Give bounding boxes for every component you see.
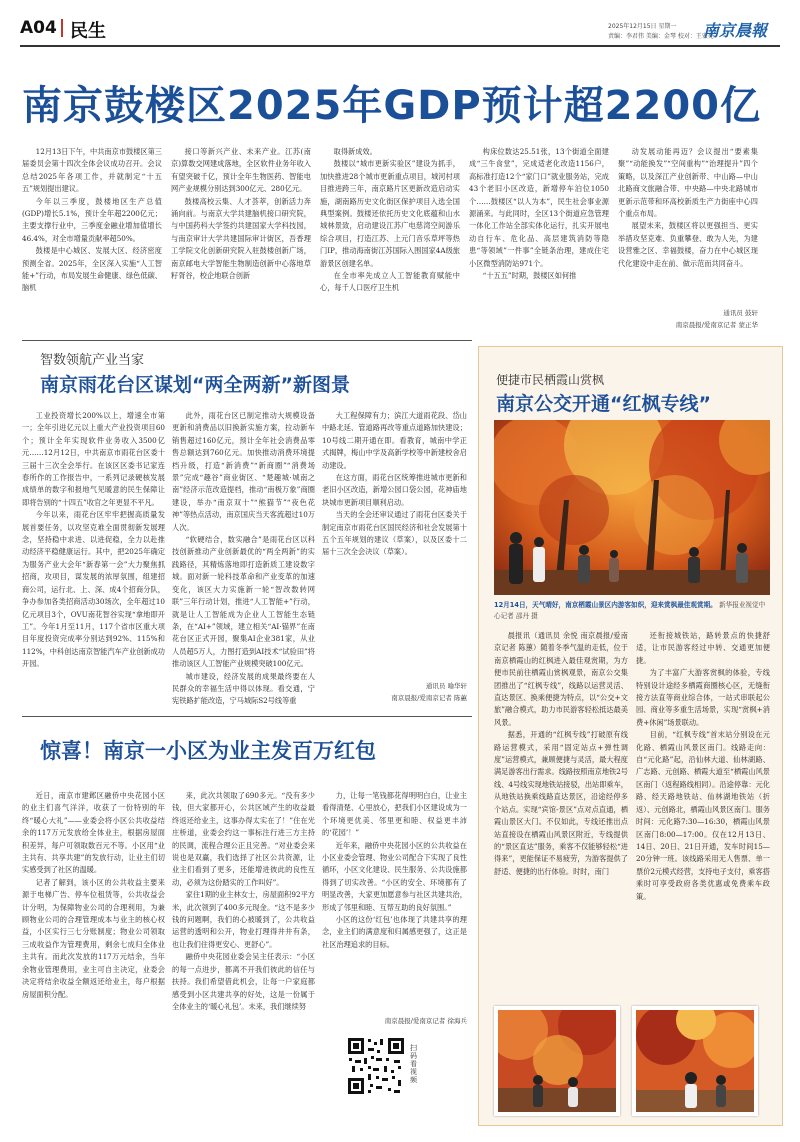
paper-logo: 南京晨報 — [703, 21, 768, 40]
maple-photo — [494, 420, 770, 595]
hongbao-col-1: 近日，南京市建邺区融侨中央花园小区的业主们喜气洋洋，收获了一份特别的年终“暖心大礼”——业委会将小区公共收益结余的117万元发放给全体业主，根据房屋面积差异，每户可领取数百元不等。小区用“业主共有、共享共建”的发放行动，让业主们切实感受到了社区的温暖。 记者了解到，该小区的公共收益主要来源于电梯广告、停车位租赁等，公共收益会计分明，为保障物业公司的合理利用，为兼顾物业公司的合理管理成本与业主的核心权益，小区实行三七分账制度；物业公司领取三成收益作为管理费用，剩余七成归全体业主共有。而此次发放的117万元结余，当年余物业管理费用，业主可自主决定，业委会决定将结余收益全额返还给业主，每户根据房屋面积分配。 — [22, 791, 165, 999]
photo-caption-credit: 新华报业视觉中心记者 邵丹 摄 — [494, 601, 766, 620]
sidebar-col-2: 还衔接城铁站，路转景点的快捷舒适，让市民游客经过中转、交通更加便捷。 为了丰富广大游客赏枫的体验，专线特别设计途经多栖霞商圈核心区，无缝衔接方法直等商业综合体，一站式串联起公园、商业等多重生活场景，实现“赏枫+消费+休闲”场景联动。 目前，“红枫专线”首末站分别设在元化路、栖霞山风景区南门。线路走向：自“元化路”起，沿仙林大道、仙林湖路、广志路、元创路、栖霞大道至“栖霞山风景区南门（返程路线相同）。沿途停靠：元化路、经天路地铁站、仙林湖地铁站（折返）、元创路北，栖霞山风景区南门。服务时间：元化路7:30—16:30，栖霞山风景区南门8:00—17:00。仅在12月13日、14日、20日、21日开通，发车时间15—20分钟一班。该线路采用无人售票、单一票价2元模式经营，支持电子支付，乘客搭乘时可享受政府各类优惠或免费乘车政策。 — [636, 631, 770, 901]
yuhuatai-byline — [322, 680, 467, 708]
maple-photo-small-2-image — [636, 1010, 754, 1112]
editor-credits: 责编：李君伟 美编：金琴 校对：王宏亮 — [608, 33, 714, 40]
qr-code[interactable] — [346, 1036, 406, 1096]
masthead — [0, 0, 800, 52]
section-divider — [22, 340, 472, 341]
hongbao-byline: 南京晨报/爱南京记者 徐海兵 — [384, 1017, 467, 1025]
main-article-col-5: 动发展动能再迈？会议提出“要素集聚”“动能换发”“空间重构”“治理提升”四个策略，以及深江产业创新带、中山路—中山北路商文旅融合带、中央路—中央北路城市更新示范带和环高校新质生产力街座中心四个重点布局。 展望未来，鼓楼区将以更强担当、更实举措攻坚克难、负重攀登、敢为人先，为建设营雅之区、幸福鼓楼，奋力在中心城区现代化建设中走在前、做示范而共同奋斗。 — [618, 147, 758, 268]
qr-label: 扫码看视频 — [410, 1044, 417, 1084]
masthead-rule — [20, 45, 780, 47]
maple-photo-small-2 — [632, 1006, 758, 1116]
hongbao-col-2: 来，此次共领取了690多元。“没有多少钱，但大家都开心，公共区域产生的收益最终返还给业主，这事办得太实在了！”住在光庄桥道，业委会约这一事标注行进三方主持的民调，流程合理公正且完善。“对业委会来说也是双赢，我们选择了社区公共资源，让业主们看到了更多，还能增进彼此的良性互动，必须为这份踏实的工作叫好”。 家住1期的业主林女士，房屋面积92平方米，此次领到了400多元现金。“这不是多少钱的问题啊，我们的心被暖到了，公共收益运营的透明和公开，物业打理得井井有条，也让我们住得更安心、更舒心”。 融侨中央花园业委会吴主任表示：“小区的每一点进步，都离不开我们彼此的信任与扶持。我们希望借此机会，让每一户家庭都感受到小区共建共享的好处，这是一份属于全体业主的‘暖心礼包’。未来，我们继续努 — [172, 791, 315, 1011]
maple-photo-small-1-image — [498, 1010, 616, 1112]
sidebar-col-1: 晨报讯（通讯员 余悦 南京晨报/爱南京记者 陈蕙）随着冬季气温的走低，位于南京栖霞山的红枫进入最佳观赏期，为方便市民前往栖霞山赏枫观景，南京公交集团推出了“红枫专线”，线路以运营灵活、直达景区、换乘便捷为特点，以“公交+文旅”融合模式，助力市民游客轻松抵达最美风景。 据悉，开通的“红枫专线”打破原有线路运营模式，采用“固定站点+弹性调度”运营模式，兼顾便捷与灵活，最大程度满足游客出行需求。线路按照南京地铁2号线、4号线实现地铁站接驳，出站即乘车，从地铁站换乘线路直达景区，沿途经停多个站点。实现“宾馆-景区”点对点直通，栖霞山景区大门。不仅如此，专线还推出点站直接设在栖霞山风景区附近，专线提供的“景区直达”服务，乘客不仅能够轻松“进得来”，更能保证不易疲劳，为游客提供了舒适、便捷的出行体验。时时，南门 — [494, 631, 628, 876]
main-article-col-4: 构床位数达25.51张，13个街道全面建成“三牛食堂”，完成适老化改造1156户，高标准打造12个“家门口”就业服务站，完成43个老旧小区改造，新增停车泊位1050个……鼓楼区“以人为本”，民生社会事业源源涌来。与此同时，全区13个街道应急管理一体化工作站全部实体化运行，扎实开展电动自行车、危化品、高层建筑消防等隐患“等领域”一件事”全链条治理，建成住宅小区微型消防站971个。 “十五五”时期，鼓楼区如何推 — [469, 147, 609, 281]
main-article-col-2: 接口等新兴产业、未来产业。江苏(南京)算数交网建成落地，全区软件业务年收入有望突破千亿，预计全年生物医药、智能电网产业规模分别达到300亿元、280亿元。 鼓楼高校云集、人才荟萃，创新活力奔涌向前。与南京大学共建脑机接口研究院，与中国药科大学签约共建国家大学科技园，与南京审计大学共建国际审计街区，吾香理工学院文化创新研究院入驻鼓楼创新广场，南京邮电大学智能生物制造创新中心落地草籽胥谷，校企地联合创新 — [171, 147, 311, 281]
yuhuatai-col-2: 此外，雨花台区已制定推动大规模设备更新和消费品以旧换新实施方案，拉动新车销售超过160亿元，预计全年社会消费品零售总额达到760亿元。加快推动消费环境提档升级，打造“新消费”“新商圈”“消费场景”完成“趣谷”商业街区、“楚趣城·城南之南”经济示范改造提档，推动“南极万象”商圈建设，举办“南京双十”“熊猫节”“夜色花神”等热点活动，南京国庆当天客流超过10万人次。 “软硬结合，数实融合”是雨花台区以科技创新推动产业创新最优的“两全两新”的实践路径，其精炼落地即打造新质工建设数字城。面对新一轮科技革命和产业变革的加速变化，该区大力实施新一轮“智改数转网联”三年行动计划，推进“人工智能+”行动，就是让人工智能成为企业人工智能生态链条，在“AI+”领域，建立相关“AI·锚界”在南花台区正式开园，聚集AI企业381家，从业人员超5万人，力图打造到AI技术“试验田”将推动该区人工智能产业规模突破100亿元。 城市建设，经济发展的成果最终要在人民群众的幸福生活中得以体现。看交通，宁宪铁路扩能改造，宁马城际S2号线等重 — [172, 411, 315, 706]
hongbao-col-3: 力，让每一笔钱都花得明明白白，让业主看得清楚、心里放心，把我们小区建设成为一个环境更优美、邻里更和睦、权益更丰沛的‘花园’！” 近年来，融侨中央花园小区的公共收益在小区业委会管理、物业公司配合下实现了良性循环，小区文化建设、民生服务、公共设施都得到了切实改善。“小区的安全、环境都有了明显改善，大家更加愿意参与社区共建共治，形成了邻里和睦、互帮互助的良好氛围。” 小区的这份‘红包’也体现了共建共享的理念，业主们的满意度和归属感更强了，这正是社区治理追求的目标。 — [322, 791, 467, 949]
main-article-col-3: 取得新成效。 鼓楼以“城市更新实验区”建设为抓手，加快推进28个城市更新重点项目，城河村项目推进跨三年，南京路片区更新改造启动实施，湖南路历史文化街区保护项目入选全国典型案例。鼓楼还依托历史文化底蕴和山水城林景致，启动建设江苏广电慈湾空间游乐综合项目，打造江苏、上元门音乐草坪等热门IP，推动海南街江苏国际入围国家4A级旅游景区创建名单。 在全市率先成立人工智能教育赋能中心，每千人口医疗卫生机 — [320, 147, 460, 293]
yuhuatai-byline-reporter: 南京晨报/爱南京记者 陈蕙 — [391, 694, 467, 702]
photo-caption-text: 12月14日，天气晴好，南京栖霞山景区内游客如织，迎来赏枫最佳观赏期。 — [494, 601, 717, 609]
page-divider-bar — [61, 19, 63, 37]
main-headline: 南京鼓楼区2025年GDP预计超2200亿 — [22, 83, 762, 129]
page-number: A04 — [20, 18, 57, 38]
maple-photo-small-1 — [494, 1006, 620, 1116]
main-article-byline-reporter: 南京晨报/爱南京记者 蒙正华 — [675, 321, 758, 329]
section-divider-2 — [22, 716, 472, 717]
sidebar-kicker: 便捷市民栖霞山赏枫 — [496, 373, 605, 387]
sidebar-headline: 南京公交开通“红枫专线” — [496, 393, 711, 415]
photo-caption — [494, 600, 770, 622]
section-name: 民生 — [70, 21, 106, 42]
main-article-col-1: 12月13日下午，中共南京市鼓楼区第三届委员会第十四次全体会议成功召开。会议总结2025年各项工作，并就制定“十五五”规划提出建议。 今年以三季度，鼓楼地区生产总值(GDP)增长5.1%，预计全年超2200亿元；主要支撑行业中，三季度金融业增加值增长46.4%，对全市增量贡献率超50%。 鼓楼是中心城区、发展大区、经济密度预测全省。2025年，全区深入实施“人工智能+”行动，布局发展生命健康、绿色低碳、脑机 — [22, 147, 162, 293]
issue-date: 2025年12月15日 星期一 — [608, 23, 677, 30]
hongbao-headline: 惊喜！南京一小区为业主发百万红包 — [40, 739, 376, 763]
yuhuatai-headline: 南京雨花台区谋划“两全两新”新图景 — [40, 374, 350, 396]
yuhuatai-col-1: 工业投资增长200%以上，增速全市第一；全年引进亿元以上重大产业投资项目60个；预计全年实现软件业务收入3500亿元……12月12日，中共南京市雨花台区委十三届十三次全会举行。在该区区委书记家连春所作的工作报告中，一系列记录硬核发展成绩单的数字和报地气见暖意的民生保障让即将告别的“十四五”收官之年更显不平凡。 今年以来，雨花台区牢牢把握高质量发展首要任务，以攻坚克难全面贯彻新发展理念，坚持稳中求进、以进促稳，全力以赴推动经济平稳健康运行。其中，把2025年确定为服务产业大会年“新春第一会”大力聚焦抓招商，攻项目，谋发展的浓厚氛围，组建招商公司，运行北、上、深、成4个招商分队，争办参加各类招商活动30场次，全年超过10亿元项目3个，OVU南花智谷实现“拿地即开工”。今年1月至11月，117个省市区重大项目年度投资完成率分别达到92%、115%和112%，中科创达南京智能汽车产业创新成功开园。 — [22, 411, 165, 669]
main-article-byline-tag: 通讯员 鼓轩 — [723, 309, 758, 317]
yuhuatai-byline-tag: 通讯员 喻华轩 — [425, 682, 467, 690]
main-article-byline — [618, 307, 758, 335]
yuhuatai-col-3: 大工程保障有力；滨江大道雨花段、岱山中路北延、管道路再改等重点道路加快建设；10号线二期开通在即。看教育，城南中学正式揭牌，梅山中学及高新学校等中新建校舍启动建设。 在这方面，雨花台区统筹推进城市更新和老旧小区改造，新增公园口袋公园，花神庙地块城市更新项目顺利启动。 当天的全会还审议通过了雨花台区委关于制定南京市雨花台区国民经济和社会发展第十五个五年规划的建议（草案），以及区委十二届十三次全会决议（草案）。 — [322, 411, 467, 557]
yuhuatai-kicker: 智数领航产业当家 — [40, 353, 145, 368]
